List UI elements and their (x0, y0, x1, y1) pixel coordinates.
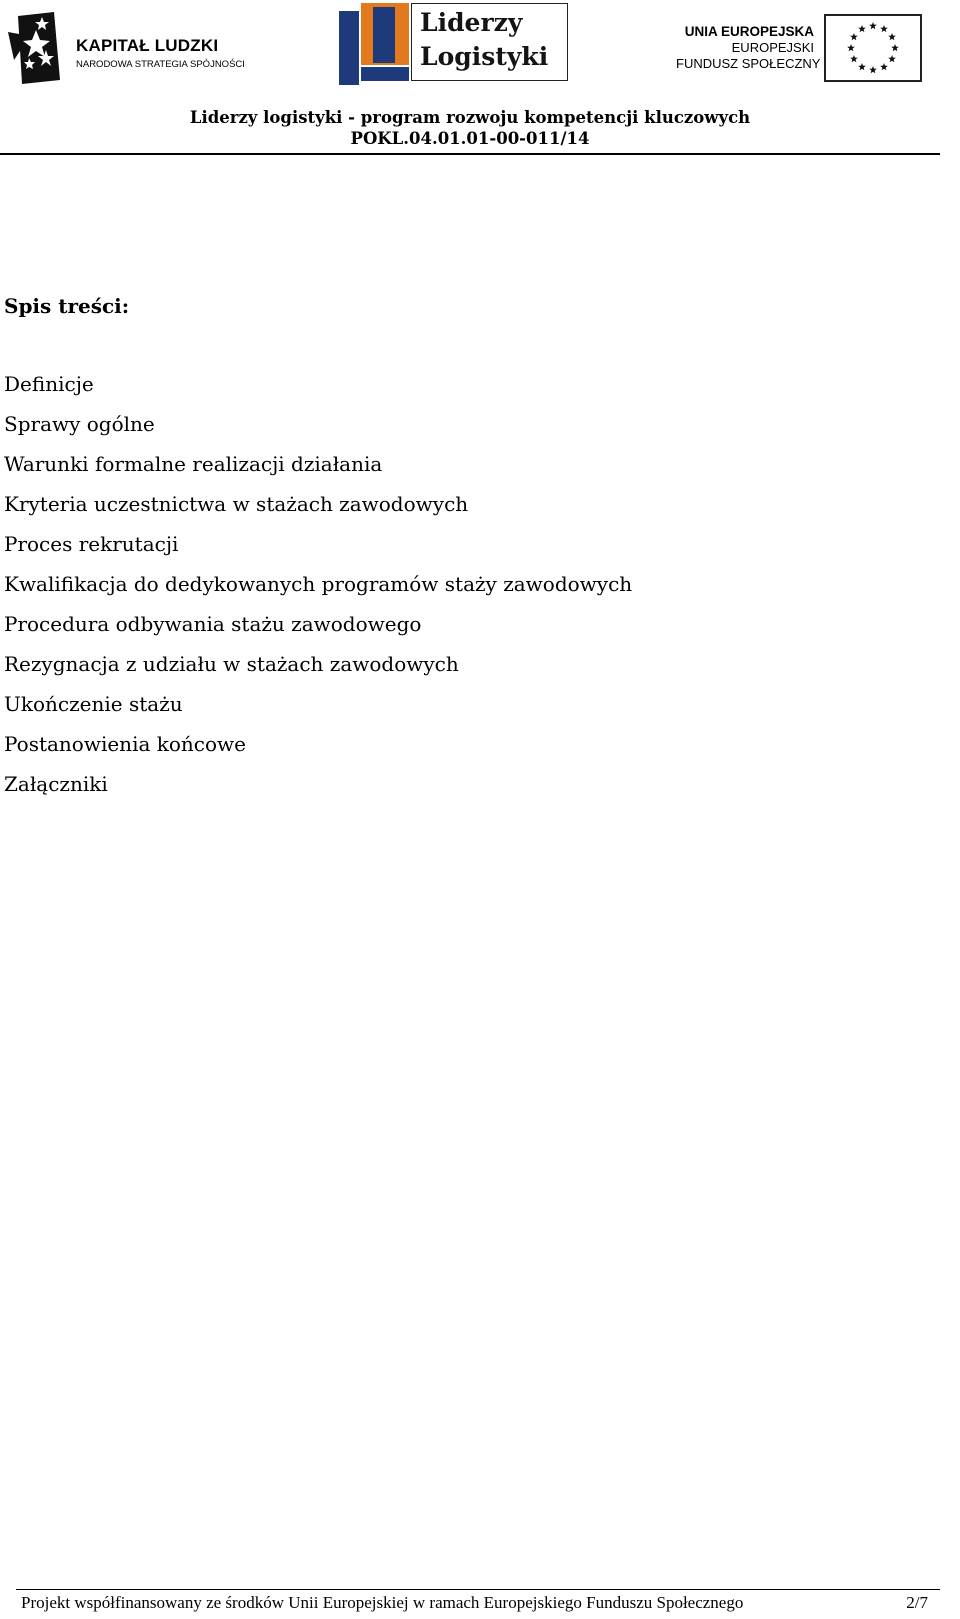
eu-logo-line3: FUNDUSZ SPOŁECZNY (676, 56, 821, 71)
toc-item-procedura-stazu: Procedura odbywania stażu zawodowego (4, 612, 422, 636)
eu-star-icon (869, 66, 877, 73)
footer-text: Projekt współfinansowany ze środków Unii Europejskiej w ramach Europejskiego Funduszu Społecznego (21, 1593, 744, 1612)
page-number: 2/7 (906, 1593, 928, 1612)
eu-logo (676, 14, 936, 86)
eu-star-icon (850, 33, 858, 40)
eu-flag-icon (824, 14, 922, 82)
eu-logo-line2: EUROPEJSKI (731, 40, 814, 55)
liderzy-logo-line2: Logistyki (420, 42, 549, 71)
eu-star-icon (858, 25, 866, 32)
eu-star-icon (891, 44, 899, 51)
liderzy-logo-line1: Liderzy (420, 8, 523, 37)
liderzy-logistyki-emblem-icon (339, 3, 411, 85)
kapital-ludzki-title: KAPITAŁ LUDZKI (76, 36, 219, 55)
liderzy-logistyki-logo (339, 3, 571, 85)
toc-item-kwalifikacja: Kwalifikacja do dedykowanych programów staży zawodowych (4, 572, 633, 596)
toc-list (4, 372, 632, 812)
toc-item-zalaczniki: Załączniki (4, 772, 108, 796)
toc-item-warunki-formalne: Warunki formalne realizacji działania (4, 452, 383, 476)
eu-star-icon (888, 33, 896, 40)
toc-item-ukonczenie-stazu: Ukończenie stażu (4, 692, 183, 716)
toc-item-definicje: Definicje (4, 372, 94, 396)
program-code: POKL.04.01.01-00-011/14 (350, 129, 590, 148)
eu-star-icon (847, 44, 855, 51)
header-divider (0, 153, 940, 155)
footer-divider (16, 1589, 940, 1590)
toc-item-postanowienia-koncowe: Postanowienia końcowe (4, 732, 246, 756)
eu-star-icon (880, 25, 888, 32)
eu-logo-text (676, 24, 821, 72)
eu-star-icon (869, 22, 877, 29)
toc-item-kryteria-uczestnictwa: Kryteria uczestnictwa w stażach zawodowych (4, 492, 469, 516)
eu-star-icon (888, 55, 896, 62)
toc-heading: Spis treści: (4, 294, 130, 318)
page-header (0, 0, 960, 160)
toc-item-sprawy-ogolne: Sprawy ogólne (4, 412, 155, 436)
toc-item-proces-rekrutacji: Proces rekrutacji (4, 532, 179, 556)
eu-star-icon (880, 63, 888, 70)
kapital-ludzki-logo (8, 8, 248, 88)
toc-item-rezygnacja: Rezygnacja z udziału w stażach zawodowych (4, 652, 459, 676)
kapital-ludzki-emblem-icon (8, 10, 68, 86)
kapital-ludzki-subtitle: NARODOWA STRATEGIA SPÓJNOŚCI (76, 59, 245, 70)
liderzy-logistyki-wordmark (411, 3, 568, 81)
eu-star-icon (850, 55, 858, 62)
program-title: Liderzy logistyki - program rozwoju kompetencji kluczowych (189, 108, 751, 127)
eu-logo-line1: UNIA EUROPEJSKA (684, 24, 814, 39)
eu-star-icon (858, 63, 866, 70)
